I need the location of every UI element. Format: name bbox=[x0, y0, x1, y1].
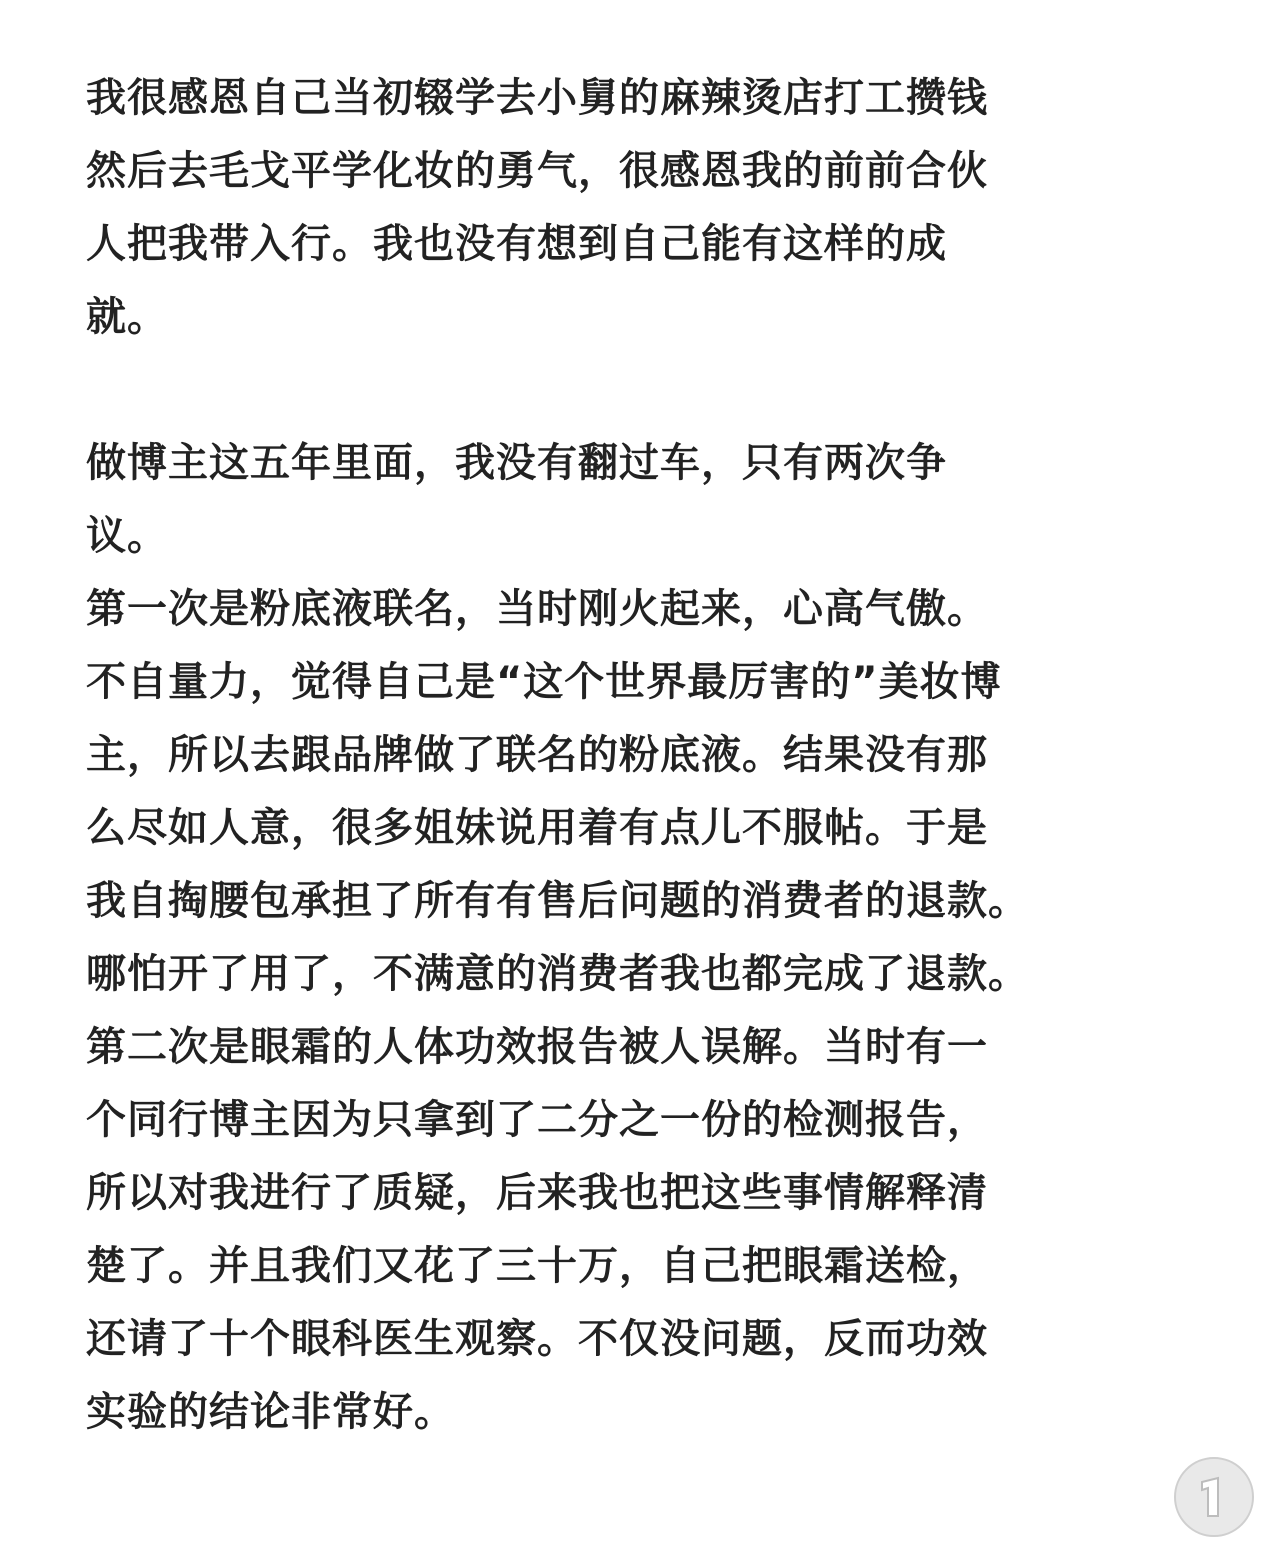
text-line: 不自量力，觉得自己是“这个世界最厉害的”美妆博 bbox=[86, 659, 1002, 705]
text-line: 哪怕开了用了，不满意的消费者我也都完成了退款。 bbox=[86, 951, 1029, 997]
article-body bbox=[86, 62, 1206, 1449]
text-line: 主，所以去跟品牌做了联名的粉底液。结果没有那 bbox=[86, 732, 988, 778]
text-line: 第二次是眼霜的人体功效报告被人误解。当时有一 bbox=[86, 1024, 988, 1070]
watermark-logo-icon bbox=[1174, 1457, 1254, 1537]
watermark bbox=[1174, 1457, 1254, 1537]
text-line: 实验的结论非常好。 bbox=[86, 1389, 455, 1435]
text-line: 人把我带入行。我也没有想到自己能有这样的成 bbox=[86, 221, 947, 267]
text-line: 我很感恩自己当初辍学去小舅的麻辣烫店打工攒钱 bbox=[86, 75, 988, 121]
text-line: 第一次是粉底液联名，当时刚火起来，心高气傲。 bbox=[86, 586, 988, 632]
text-line: 然后去毛戈平学化妆的勇气，很感恩我的前前合伙 bbox=[86, 148, 988, 194]
text-line: 还请了十个眼科医生观察。不仅没问题，反而功效 bbox=[86, 1316, 988, 1362]
text-line: 我自掏腰包承担了所有有售后问题的消费者的退款。 bbox=[86, 878, 1029, 924]
paragraph-2 bbox=[86, 427, 1206, 1449]
paragraph-1 bbox=[86, 62, 1206, 354]
text-line: 所以对我进行了质疑，后来我也把这些事情解释清 bbox=[86, 1170, 988, 1216]
text-line: 做博主这五年里面，我没有翻过车，只有两次争 bbox=[86, 440, 947, 486]
text-line: 就。 bbox=[86, 294, 168, 340]
text-line: 么尽如人意，很多姐妹说用着有点儿不服帖。于是 bbox=[86, 805, 988, 851]
watermark-logo-icon-shape bbox=[1194, 1474, 1234, 1520]
text-line: 议。 bbox=[86, 513, 168, 559]
text-line: 个同行博主因为只拿到了二分之一份的检测报告， bbox=[86, 1097, 988, 1143]
text-line: 楚了。并且我们又花了三十万，自己把眼霜送检， bbox=[86, 1243, 988, 1289]
paragraph-gap bbox=[86, 354, 1206, 427]
